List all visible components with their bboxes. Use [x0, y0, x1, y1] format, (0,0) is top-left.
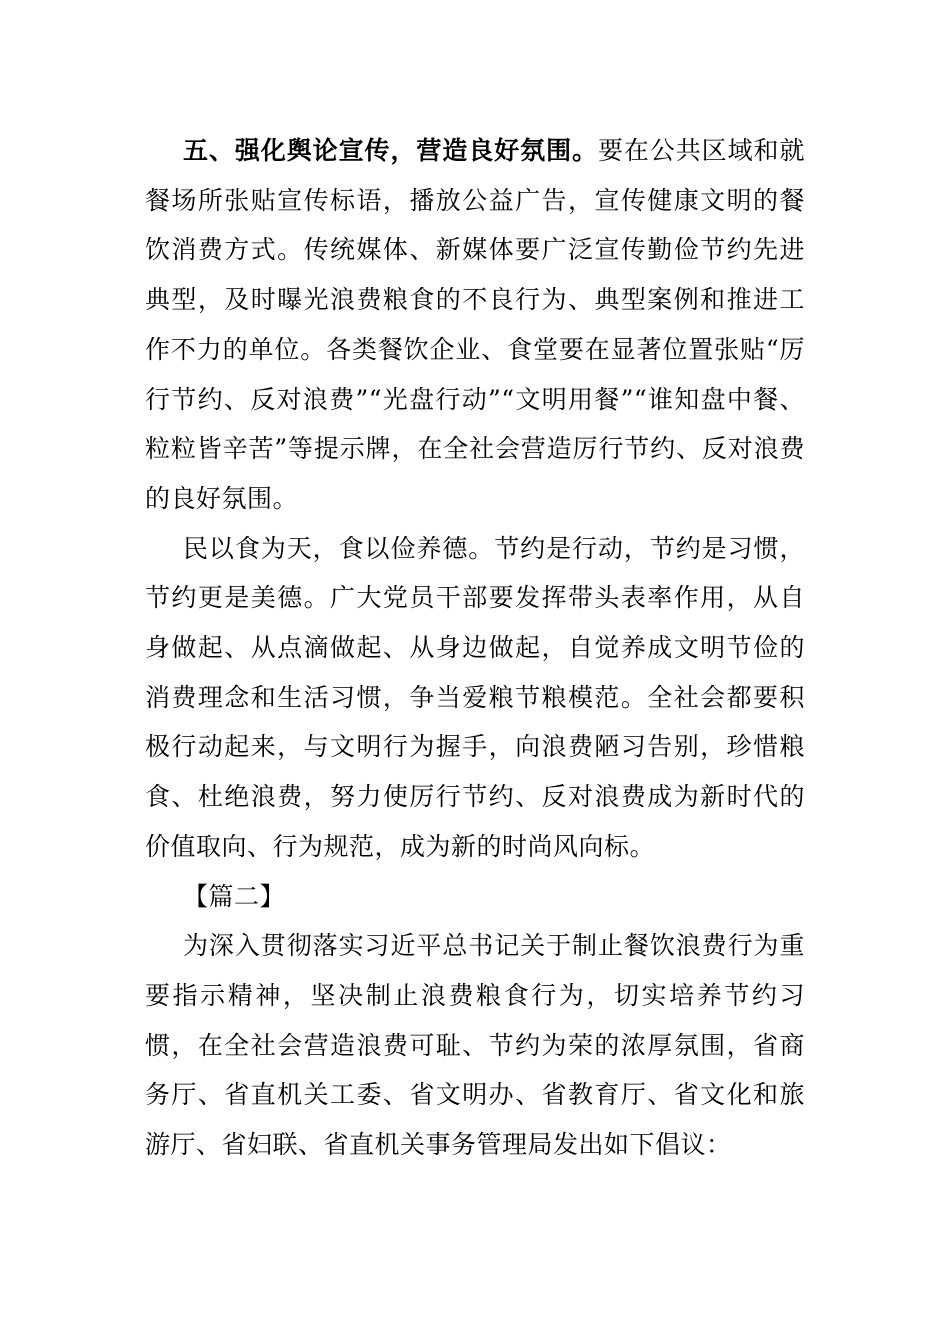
- document-body: [145, 126, 805, 1170]
- section-five-body: 要在公共区域和就餐场所张贴宣传标语，播放公益广告，宣传健康文明的餐饮消费方式。传统媒体、新媒体要广泛宣传勤俭节约先进典型，及时曝光浪费粮食的不良行为、典型案例和推进工作不力的单位。各类餐饮企业、食堂要在显著位置张贴“厉行节约、反对浪费”“光盘行动”“文明用餐”“谁知盘中餐、粒粒皆辛苦”等提示牌，在全社会营造厉行节约、反对浪费的良好氛围。: [145, 136, 805, 513]
- part-two-heading: 【篇二】: [183, 881, 286, 911]
- part-two-intro-paragraph: 为深入贯彻落实习近平总书记关于制止餐饮浪费行为重要指示精神，坚决制止浪费粮食行为，切实培养节约习惯，在全社会营造浪费可耻、节约为荣的浓厚氛围，省商务厅、省直机关工委、省文明办、省教育厅、省文化和旅游厅、省妇联、省直机关事务管理局发出如下倡议：: [145, 931, 805, 1160]
- closing-paragraph: 民以食为天，食以俭养德。节约是行动，节约是习惯，节约更是美德。广大党员干部要发挥带头表率作用，从自身做起、从点滴做起、从身边做起，自觉养成文明节俭的消费理念和生活习惯，争当爱粮节粮模范。全社会都要积极行动起来，与文明行为握手，向浪费陋习告别，珍惜粮食、杜绝浪费，努力使厉行节约、反对浪费成为新时代的价值取向、行为规范，成为新的时尚风向标。: [145, 533, 805, 861]
- section-five-paragraph: [145, 126, 805, 524]
- section-five-lead: 五、强化舆论宣传，营造良好氛围。: [183, 136, 598, 165]
